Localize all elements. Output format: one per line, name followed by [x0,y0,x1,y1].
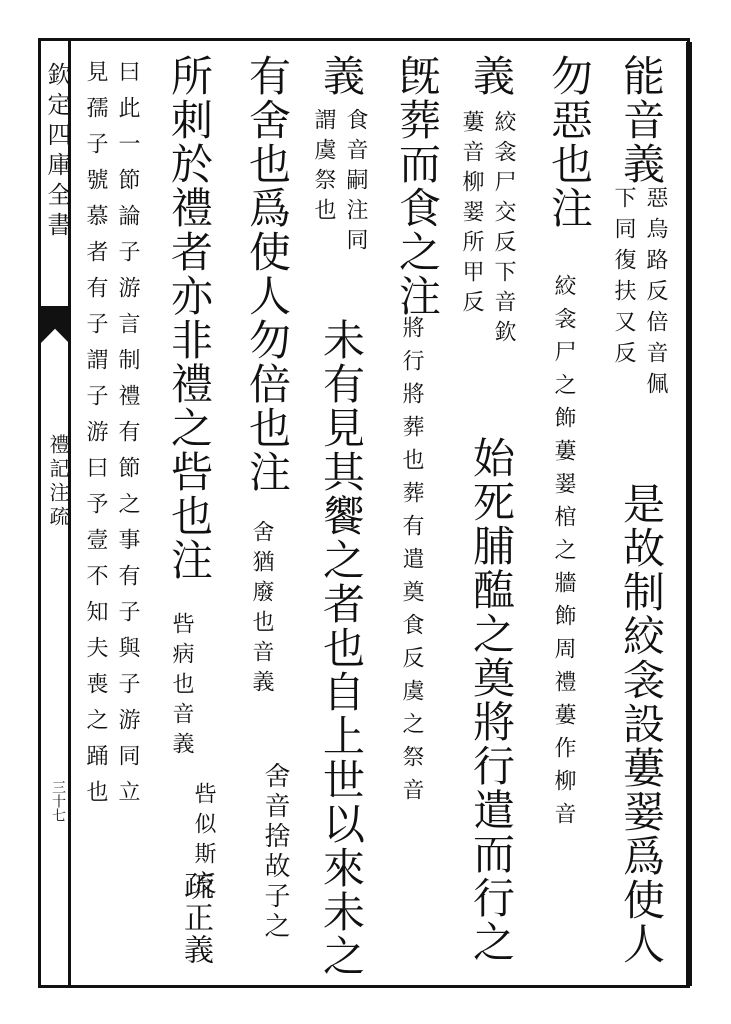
column-annotation-right: 呰病也音義 [169,612,194,762]
column-text-large: 旣葬而食之注 [393,54,442,318]
column-annotation-right: 食音嗣注同 [343,108,368,258]
column-annotation-left: 蔞音柳翣所甲反 [459,110,484,320]
column-text-large: 義 [317,54,366,98]
margin-page-number: 三十七 [50,780,66,822]
column-annotation: 將行將葬也葬有遣奠食反虞之祭音 [399,316,424,811]
column-text-large: 舍音捨故子之 [260,762,290,942]
margin-title: 欽定四庫全書 [43,62,71,242]
column-text-large: 是故制絞衾設蔞翣爲使人 [617,482,666,966]
column-annotation-left: 下同復扶又反 [611,186,636,372]
column-annotation-right: 惡烏路反倍音佩 [643,186,668,403]
column-annotation: 絞衾尸之飾蔞翣棺之牆飾周禮蔞作柳音 [551,274,576,835]
column-annotation-right: 曰此一節論子游言制禮有節之事有子與子游同立 [115,60,140,816]
column-annotation: 舍猶廢也音義 [249,520,274,700]
outer-rule-right [686,42,692,986]
column-text-large: 未有見其饗之者也自上世以來未之 [317,318,366,978]
column-text-large: 有舍也爲使人勿倍也注 [243,54,292,494]
column-annotation-left: 呰似斯反 [191,782,216,902]
column-text-large: 勿惡也注 [545,54,594,230]
column-text-large: 能音義 [617,54,666,186]
column-annotation-right: 絞衾尸交反下音欽 [491,110,516,350]
column-text-large: 所刺於禮者亦非禮之呰也注 [165,54,214,582]
column-text-large: 疏正義 [178,870,213,966]
column-text-large: 義 [467,54,516,98]
column-annotation-left: 謂虞祭也 [311,108,336,228]
column-text-large: 始死脯醢之奠將行遣而行之 [467,436,516,964]
column-annotation-left: 見孺子號慕者有子謂子游曰予壹不知夫喪之踊也 [83,60,108,816]
margin-book-title: 禮記注疏 [46,434,70,530]
